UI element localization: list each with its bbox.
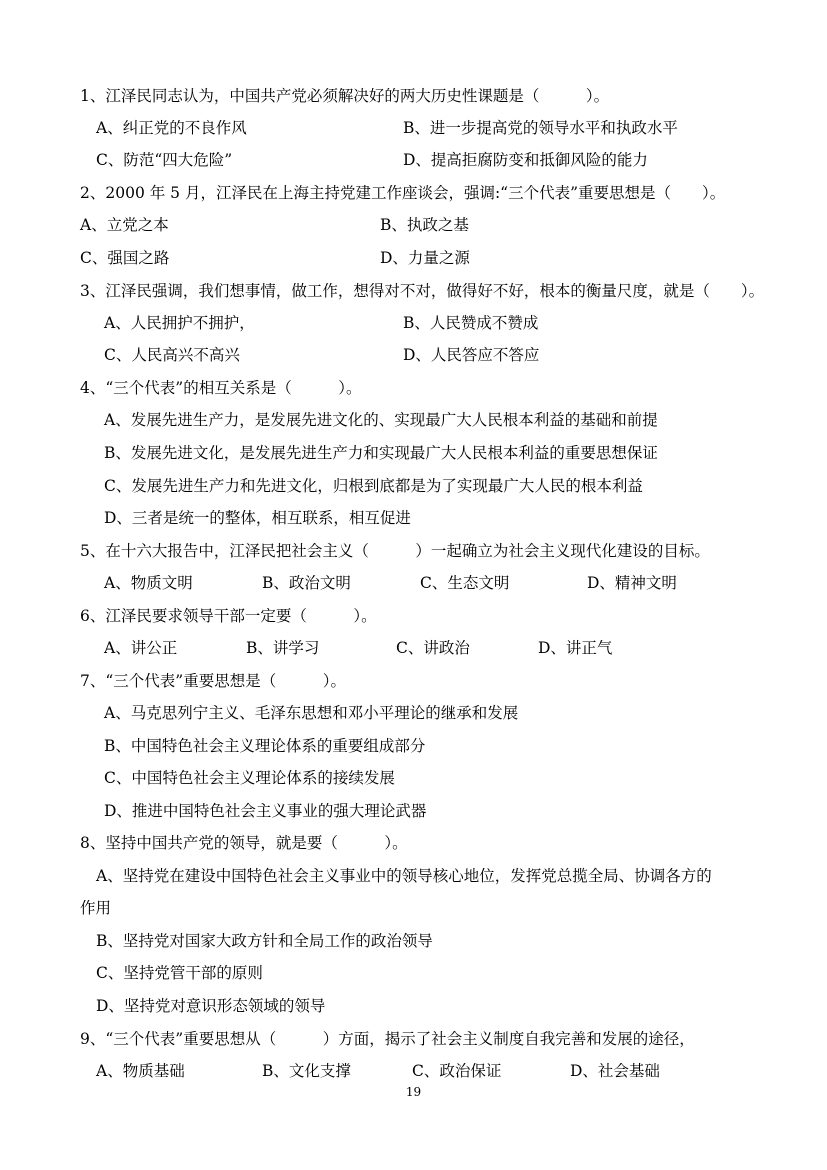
question-1-option-c: C、防范“四大危险” bbox=[96, 151, 233, 169]
question-4-option-d: D、三者是统一的整体，相互联系，相互促进 bbox=[104, 509, 411, 527]
question-7-stem: 7、“三个代表”重要思想是（ ）。 bbox=[80, 672, 346, 690]
question-2-stem: 2、2000 年 5 月，江泽民在上海主持党建工作座谈会，强调:“三个代表”重要思想是（ ）。 bbox=[80, 184, 726, 202]
question-4-option-a: A、发展先进生产力，是发展先进文化的、实现最广大人民根本利益的基础和前提 bbox=[104, 411, 658, 429]
question-3-option-c: C、人民高兴不高兴 bbox=[104, 346, 240, 364]
question-5-option-b: B、政治文明 bbox=[262, 574, 351, 592]
question-6-option-b: B、讲学习 bbox=[246, 639, 320, 657]
question-6-option-d: D、讲正气 bbox=[538, 639, 613, 657]
question-8-stem: 8、坚持中国共产党的领导，就是要（ ）。 bbox=[80, 834, 408, 852]
page-number: 19 bbox=[405, 1085, 422, 1099]
question-6-stem: 6、江泽民要求领导干部一定要（ ）。 bbox=[80, 607, 377, 625]
question-9-stem: 9、“三个代表”重要思想从（ ）方面，揭示了社会主义制度自我完善和发展的途径， bbox=[80, 1030, 695, 1048]
question-8-option-a: A、坚持党在建设中国特色社会主义事业中的领导核心地位，发挥党总揽全局、协调各方的 bbox=[96, 867, 712, 885]
question-5-option-a: A、物质文明 bbox=[104, 574, 193, 592]
question-5-stem: 5、在十六大报告中，江泽民把社会主义（ ）一起确立为社会主义现代化建设的目标。 bbox=[80, 542, 710, 560]
question-5-option-c: C、生态文明 bbox=[420, 574, 510, 592]
question-1-option-b: B、进一步提高党的领导水平和执政水平 bbox=[403, 119, 678, 137]
question-6-option-c: C、讲政治 bbox=[396, 639, 470, 657]
question-2-option-a: A、立党之本 bbox=[80, 216, 169, 234]
question-9-option-a: A、物质基础 bbox=[96, 1062, 185, 1080]
question-7-option-b: B、中国特色社会主义理论体系的重要组成部分 bbox=[104, 737, 426, 755]
question-8-option-d: D、坚持党对意识形态领域的领导 bbox=[96, 997, 326, 1015]
question-3-option-d: D、人民答应不答应 bbox=[403, 346, 540, 364]
question-2-option-c: C、强国之路 bbox=[80, 249, 170, 267]
question-1-option-d: D、提高拒腐防变和抵御风险的能力 bbox=[403, 151, 648, 169]
question-4-stem: 4、“三个代表”的相互关系是（ ）。 bbox=[80, 379, 362, 397]
question-5-option-d: D、精神文明 bbox=[587, 574, 677, 592]
question-9-option-d: D、社会基础 bbox=[570, 1062, 660, 1080]
question-7-option-d: D、推进中国特色社会主义事业的强大理论武器 bbox=[104, 802, 427, 820]
question-1-stem: 1、江泽民同志认为，中国共产党必须解决好的两大历史性课题是（ ）。 bbox=[80, 87, 610, 105]
question-3-option-a: A、人民拥护不拥护， bbox=[104, 314, 255, 332]
question-2-option-d: D、力量之源 bbox=[380, 249, 470, 267]
question-9-option-b: B、文化支撑 bbox=[262, 1062, 351, 1080]
question-1-option-a: A、纠正党的不良作风 bbox=[96, 119, 247, 137]
question-4-option-c: C、发展先进生产力和先进文化，归根到底都是为了实现最广大人民的根本利益 bbox=[104, 477, 643, 495]
question-7-option-c: C、中国特色社会主义理论体系的接续发展 bbox=[104, 769, 395, 787]
question-8-option-b: B、坚持党对国家大政方针和全局工作的政治领导 bbox=[96, 932, 433, 950]
question-3-option-b: B、人民赞成不赞成 bbox=[403, 314, 539, 332]
question-4-option-b: B、发展先进文化，是发展先进生产力和实现最广大人民根本利益的重要思想保证 bbox=[104, 444, 658, 462]
question-7-option-a: A、马克思列宁主义、毛泽东思想和邓小平理论的继承和发展 bbox=[104, 704, 519, 722]
question-2-option-b: B、执政之基 bbox=[380, 216, 469, 234]
question-8-option-a-continued: 作用 bbox=[80, 899, 112, 917]
question-6-option-a: A、讲公正 bbox=[104, 639, 178, 657]
question-8-option-c: C、坚持党管干部的原则 bbox=[96, 964, 263, 982]
question-9-option-c: C、政治保证 bbox=[412, 1062, 502, 1080]
question-3-stem: 3、江泽民强调，我们想事情，做工作，想得对不对，做得好不好，根本的衡量尺度，就是（ ）。 bbox=[80, 282, 765, 300]
